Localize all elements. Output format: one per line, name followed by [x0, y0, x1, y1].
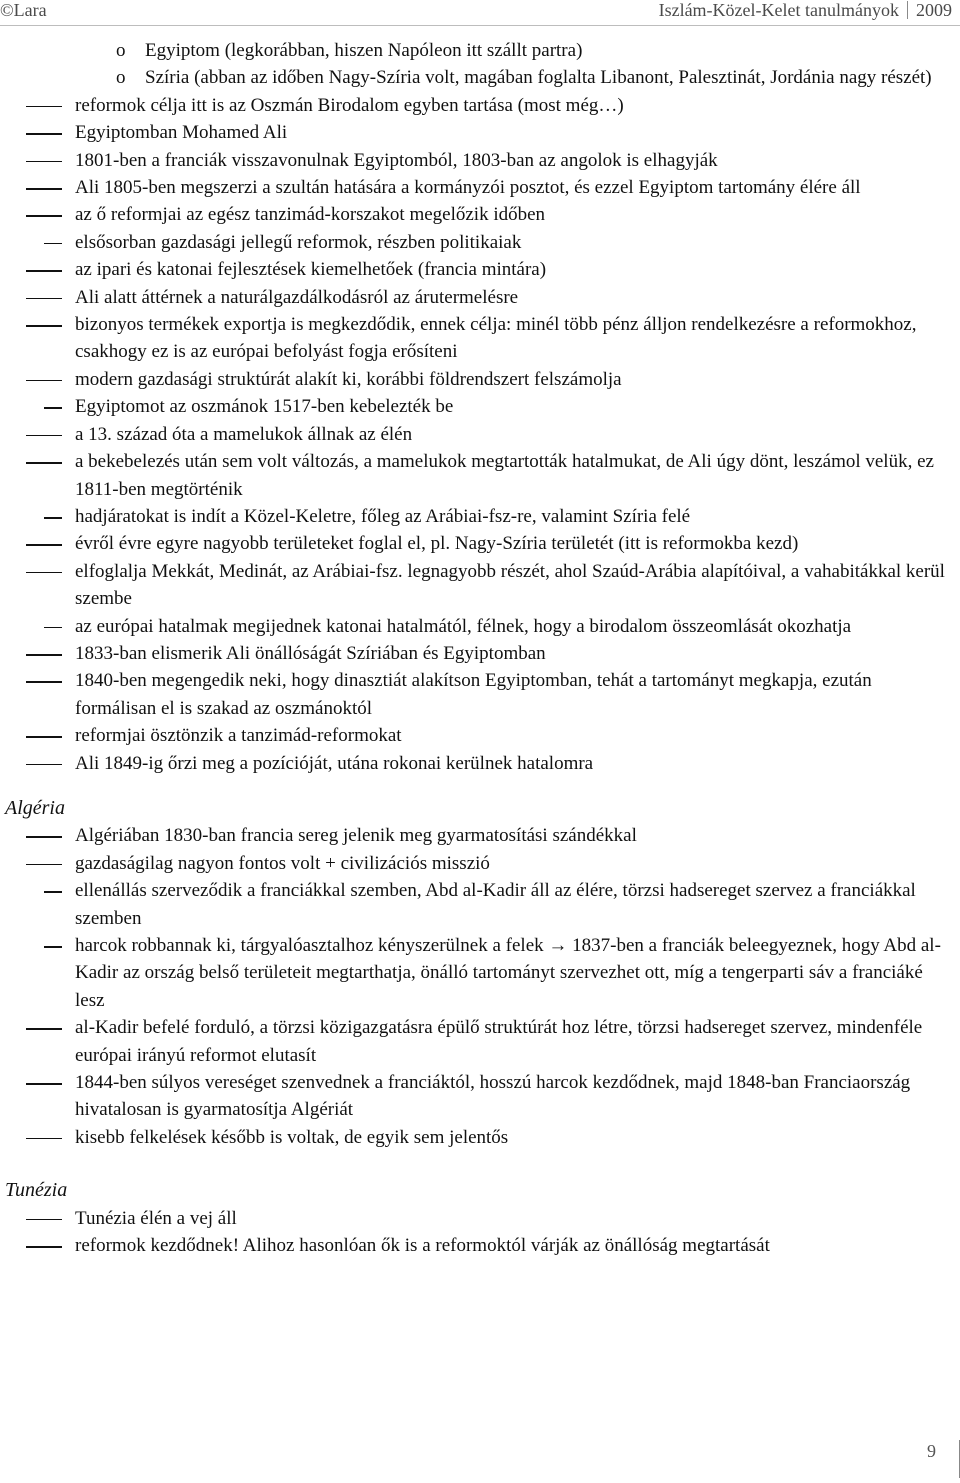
- list-item-text: elfoglalja Mekkát, Medinát, az Arábiai-fsz. legnagyobb részét, ahol Szaúd-Arábia alapítóival, a vahabitákkal kerül szembe: [75, 560, 945, 610]
- header-right: [659, 0, 952, 21]
- list-item-text: al-Kadir befelé forduló, a törzsi közigazgatásra épülő struktúrát hoz létre, törzsi hadsereget szervez, mindenféle európai irányú reformot elutasít: [75, 1017, 923, 1066]
- list-item: [0, 448, 960, 503]
- sub-list-item: [0, 64, 960, 91]
- dash-bullet: [26, 133, 62, 135]
- header-author: ©Lara: [0, 0, 47, 20]
- circle-bullet: o: [116, 40, 126, 61]
- list-item: [0, 1232, 960, 1259]
- list-item-text: harcok robbannak ki, tárgyalóasztalhoz kényszerülnek a felek → 1837-ben a franciák beleegyeznek, hogy Abd al-Kadir az ország belső területeit megtarthatja, önálló tartományt szervezhet ott, míg a tengerparti sáv a franciáké lesz: [75, 935, 941, 1011]
- list-item: [0, 877, 960, 932]
- list-item: [0, 850, 960, 877]
- list-item: [0, 174, 960, 201]
- sub-list-item: [0, 37, 960, 64]
- dash-bullet: [26, 270, 62, 272]
- list-item-text: reformok célja itt is az Oszmán Birodalom egyben tartása (most még…): [75, 94, 624, 116]
- list-item-text: a bekebelezés után sem volt változás, a mamelukok megtartották hatalmukat, de Ali úgy dönt, leszámol velük, ez 1811-ben megtörténik: [75, 451, 934, 500]
- section-title-algeria: Algéria: [5, 796, 65, 819]
- dash-bullet: [44, 243, 62, 245]
- dash-bullet: [26, 188, 62, 190]
- egypt-list: [0, 92, 960, 777]
- dash-bullet: [26, 106, 62, 108]
- list-item-text: elsősorban gazdasági jellegű reformok, részben politikaiak: [75, 231, 522, 253]
- list-item-text: Ali alatt áttérnek a naturálgazdálkodásról az árutermelésre: [75, 286, 519, 308]
- algeria-list: [0, 822, 960, 1151]
- list-item: [0, 722, 960, 749]
- tunisia-list: [0, 1205, 960, 1260]
- list-item-text: az ipari és katonai fejlesztések kiemelhetőek (francia mintára): [75, 259, 547, 281]
- dash-bullet: [44, 517, 62, 519]
- list-item-text: az ő reformjai az egész tanzimád-korszakot megelőzik időben: [75, 204, 546, 226]
- list-item: [0, 201, 960, 228]
- list-item-text: bizonyos termékek exportja is megkezdődik, ennek célja: minél több pénz álljon rendelkezésre a reformokhoz, csakhogy ez is az európai befolyást fogja erősíteni: [75, 314, 917, 363]
- list-item: [0, 229, 960, 256]
- list-item: [0, 311, 960, 366]
- header-rule: [0, 25, 960, 26]
- list-item-text: 1840-ben megengedik neki, hogy dinasztiát alakítson Egyiptomban, tehát a tartományt megkapja, ezután formálisan el is szakad az oszmánoktól: [75, 670, 872, 719]
- list-item-text: a 13. század óta a mamelukok állnak az élén: [75, 423, 413, 445]
- list-item: [0, 932, 960, 1014]
- list-item: [0, 284, 960, 311]
- page-header: [0, 0, 960, 26]
- list-item-text: modern gazdasági struktúrát alakít ki, korábbi földrendszert felszámolja: [75, 368, 622, 390]
- dash-bullet: [26, 544, 62, 546]
- dash-bullet: [44, 891, 62, 893]
- list-item: [0, 421, 960, 448]
- dash-bullet: [26, 654, 62, 656]
- list-item-text: gazdaságilag nagyon fontos volt + civilizációs misszió: [75, 852, 490, 874]
- list-item: [0, 503, 960, 530]
- list-item-text: 1801-ben a franciák visszavonulnak Egyiptomból, 1803-ban az angolok is elhagyják: [75, 149, 718, 171]
- list-item: [0, 147, 960, 174]
- list-item-text: Tunézia élén a vej áll: [75, 1207, 237, 1229]
- list-item-text: Algériában 1830-ban francia sereg jelenik meg gyarmatosítási szándékkal: [75, 825, 637, 847]
- list-item: [0, 1205, 960, 1232]
- section-title-tunisia: Tunézia: [5, 1179, 68, 1202]
- list-item-text: reformjai ösztönzik a tanzimád-reformokat: [75, 725, 402, 747]
- dash-bullet: [26, 1028, 62, 1030]
- list-item-text: kisebb felkelések később is voltak, de egyik sem jelentős: [75, 1126, 509, 1148]
- dash-bullet: [26, 161, 62, 163]
- region-sub-list: [0, 37, 960, 92]
- list-item: [0, 558, 960, 613]
- list-item-text: Ali 1849-ig őrzi meg a pozícióját, utána rokonai kerülnek hatalomra: [75, 752, 594, 774]
- dash-bullet: [26, 380, 62, 382]
- list-item-text: reformok kezdődnek! Alihoz hasonlóan ők is a reformoktól várják az önállóság megtartását: [75, 1235, 770, 1257]
- dash-bullet: [26, 836, 62, 838]
- list-item: [0, 366, 960, 393]
- list-item-text: Egyiptomot az oszmánok 1517-ben kebelezték be: [75, 396, 454, 418]
- list-item: [0, 667, 960, 722]
- list-item-text: Egyiptom (legkorábban, hiszen Napóleon itt szállt partra): [145, 40, 583, 61]
- header-separator: [907, 1, 908, 19]
- dash-bullet: [26, 298, 62, 300]
- list-item: [0, 750, 960, 777]
- list-item-text: 1844-ben súlyos vereséget szenvednek a franciáktól, hosszú harcok kezdődnek, majd 1848-ban Franciaország hivatalosan is gyarmatosítja Algériát: [75, 1072, 911, 1121]
- list-item: [0, 119, 960, 146]
- list-item: [0, 1124, 960, 1151]
- header-title: Iszlám-Közel-Kelet tanulmányok: [658, 0, 899, 20]
- list-item: [0, 640, 960, 667]
- header-year: 2009: [916, 0, 952, 20]
- list-item-text: Szíria (abban az időben Nagy-Szíria volt, magában foglalta Libanont, Palesztinát, Jordánia nagy részét): [145, 67, 932, 89]
- dash-bullet: [26, 681, 62, 683]
- list-item: [0, 256, 960, 283]
- list-item-text: Egyiptomban Mohamed Ali: [75, 122, 288, 144]
- dash-bullet: [26, 736, 62, 738]
- list-item: [0, 1069, 960, 1124]
- list-item-text: az európai hatalmak megijednek katonai hatalmától, félnek, hogy a birodalom összeomlását okozhatja: [75, 615, 852, 637]
- dash-bullet: [26, 1083, 62, 1085]
- dash-bullet: [26, 1246, 62, 1248]
- list-item: [0, 92, 960, 119]
- dash-bullet: [26, 1219, 62, 1221]
- page-number: 9: [927, 1441, 936, 1461]
- list-item: [0, 530, 960, 557]
- dash-bullet: [26, 764, 62, 766]
- list-item: [0, 393, 960, 420]
- list-item-text: ellenállás szerveződik a franciákkal szemben, Abd al-Kadir áll az élére, törzsi hadsereget szervez a franciákkal szemben: [75, 880, 916, 929]
- list-item: [0, 1014, 960, 1069]
- document-body: [0, 37, 960, 1259]
- circle-bullet: o: [116, 67, 126, 89]
- list-item: [0, 822, 960, 849]
- list-item-text: évről évre egyre nagyobb területeket foglal el, pl. Nagy-Szíria területét (itt is reformokba kezd): [75, 533, 799, 555]
- dash-bullet: [44, 946, 62, 948]
- dash-bullet: [26, 435, 62, 437]
- list-item-text: Ali 1805-ben megszerzi a szultán hatására a kormányzói posztot, és ezzel Egyiptom tartomány élére áll: [75, 177, 861, 199]
- list-item-text: 1833-ban elismerik Ali önállóságát Szíriában és Egyiptomban: [75, 642, 546, 664]
- dash-bullet: [44, 407, 62, 409]
- dash-bullet: [26, 1138, 62, 1140]
- dash-bullet: [26, 215, 62, 217]
- dash-bullet: [26, 864, 62, 866]
- dash-bullet: [26, 462, 62, 464]
- dash-bullet: [26, 325, 62, 327]
- list-item-text: hadjáratokat is indít a Közel-Keletre, főleg az Arábiai-fsz-re, valamint Szíria felé: [75, 505, 691, 527]
- list-item: [0, 613, 960, 640]
- dash-bullet: [26, 572, 62, 574]
- dash-bullet: [44, 627, 62, 629]
